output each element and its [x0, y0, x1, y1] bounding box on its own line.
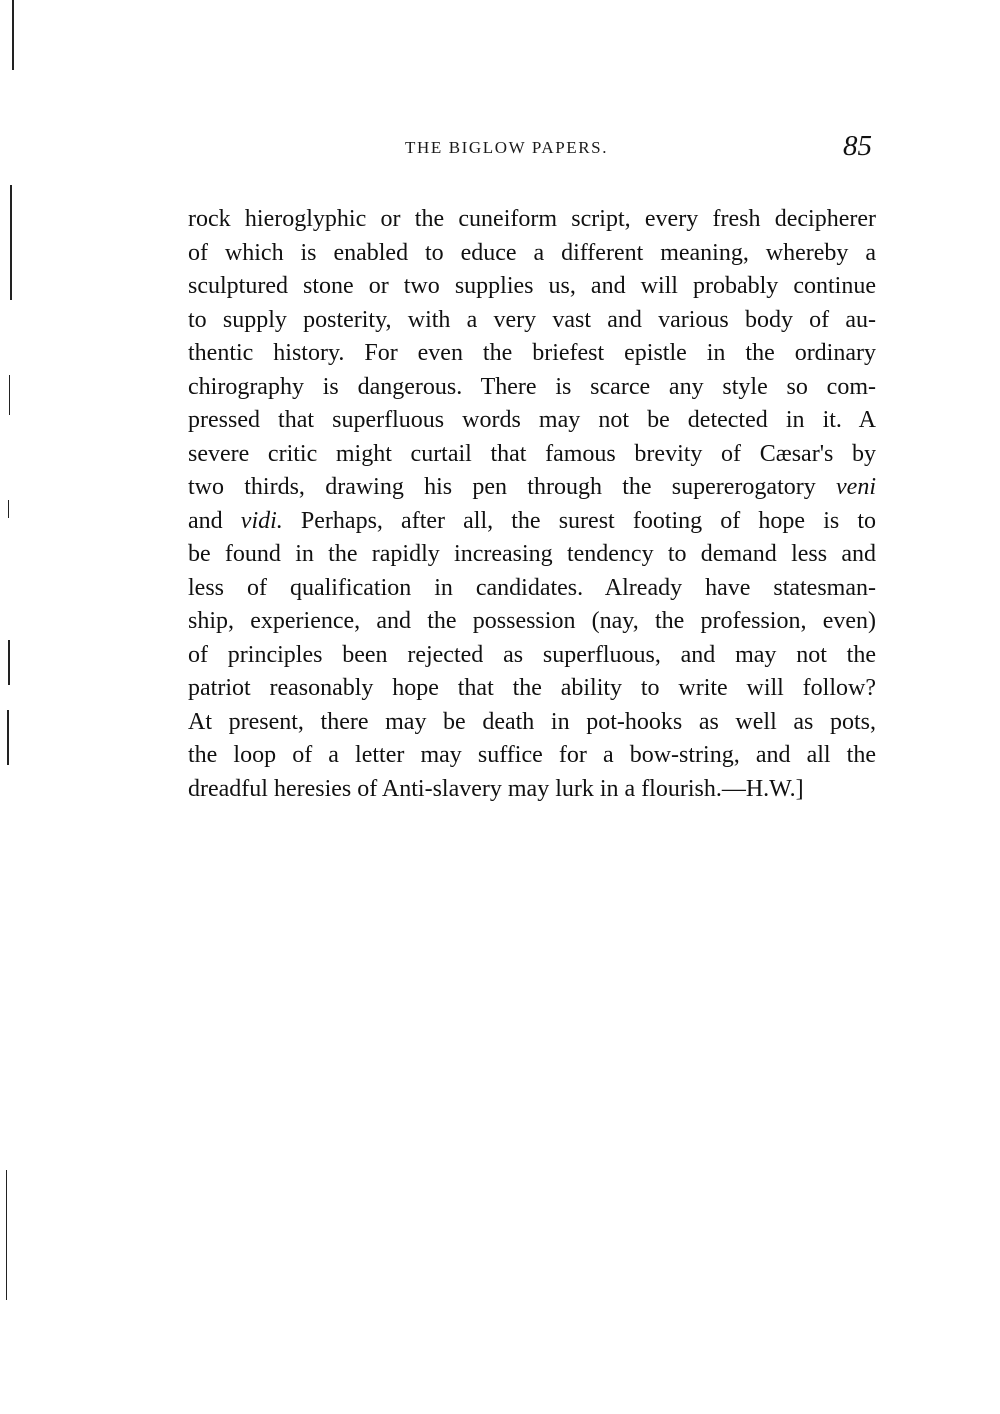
- text-line-10: [188, 505, 876, 539]
- text-line-4: to supply posterity, with a very vast and various body of au-: [188, 306, 876, 333]
- italic-vidi: vidi.: [240, 507, 283, 534]
- text-line-3: sculptured stone or two supplies us, and will probably continue: [188, 273, 876, 299]
- scan-mark: [7, 710, 9, 765]
- text-line-8: severe critic might curtail that famous brevity of Cæsar's by: [188, 440, 876, 467]
- running-title: THE BIGLOW PAPERS.: [405, 138, 609, 157]
- text-line-1: rock hieroglyphic or the cuneiform script, every fresh decipherer: [188, 206, 876, 232]
- scan-mark: [12, 0, 14, 70]
- text-line-9-main: two thirds, drawing his pen through the supererogatory: [188, 474, 837, 500]
- text-line-11: be found in the rapidly increasing tendency to demand less and: [188, 541, 876, 567]
- text-line-10-start: and: [188, 507, 241, 534]
- text-line-14: of principles been rejected as superfluous, and may not the: [188, 641, 876, 668]
- italic-veni: veni: [836, 474, 876, 500]
- text-line-15: patriot reasonably hope that the ability to write will follow?: [188, 675, 876, 701]
- text-line-6: chirography is dangerous. There is scarce any style so com-: [188, 373, 876, 400]
- scan-mark: [6, 1170, 7, 1300]
- text-line-13: ship, experience, and the possession (nay, the profession, even): [188, 608, 876, 634]
- text-line-18: dreadful heresies of Anti-slavery may lurk in a flourish.—H.W.]: [188, 775, 804, 802]
- text-line-10-rest: Perhaps, after all, the surest footing of hope is to: [282, 507, 876, 534]
- scan-mark: [8, 500, 9, 518]
- text-line-17: the loop of a letter may suffice for a bow-string, and all the: [188, 742, 876, 768]
- text-line-12: less of qualification in candidates. Already have statesman-: [188, 574, 876, 601]
- scan-mark: [10, 185, 12, 300]
- scan-mark: [9, 375, 10, 415]
- page-number: 85: [843, 130, 872, 162]
- text-line-5: thentic history. For even the briefest epistle in the ordinary: [188, 340, 876, 366]
- scan-mark: [8, 640, 10, 685]
- text-line-16: At present, there may be death in pot-hooks as well as pots,: [188, 708, 876, 735]
- text-line-9: [188, 471, 876, 505]
- body-paragraph: [188, 203, 876, 806]
- text-line-2: of which is enabled to educe a different meaning, whereby a: [188, 239, 876, 266]
- text-line-7: pressed that superfluous words may not be detected in it. A: [188, 407, 876, 433]
